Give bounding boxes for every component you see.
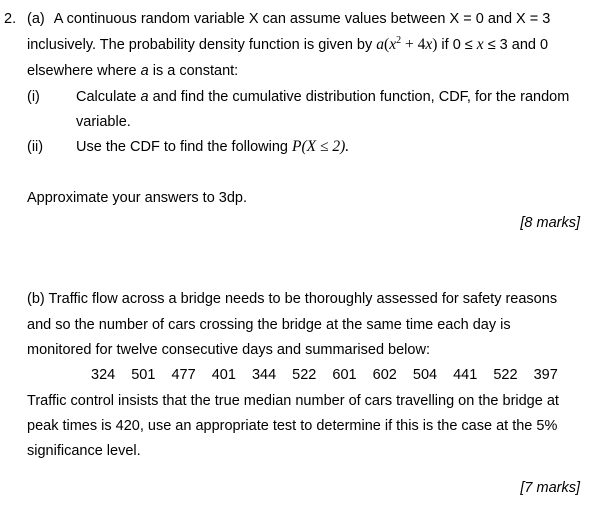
part-a-line-3 xyxy=(27,62,238,80)
approx-instruction: Approximate your answers to 3dp. xyxy=(27,190,248,206)
sub-i-line-1-pre: Calculate xyxy=(76,89,141,105)
sub-i-line-1-post: and find the cumulative distribution function, CDF, for the random xyxy=(148,89,570,105)
data-value: 477 xyxy=(171,367,196,383)
part-b-marks: [7 marks] xyxy=(520,480,580,496)
data-value: 504 xyxy=(412,367,438,383)
sub-ii-math xyxy=(292,138,349,155)
traffic-data-list xyxy=(91,366,570,384)
part-a-line-2-post: and 0 xyxy=(507,37,549,53)
part-b-line-4: Traffic control insists that the true median number of cars travelling on the bridge at xyxy=(27,393,559,409)
sub-ii-math-p: P xyxy=(292,138,302,155)
part-b-line-1: (b) Traffic flow across a bridge needs to be thoroughly assessed for safety reasons xyxy=(27,291,558,307)
part-b-line-2: and so the number of cars crossing the bridge at the same time each day is xyxy=(27,317,511,333)
pdf-x2: x xyxy=(425,36,433,53)
pdf-expression xyxy=(376,36,437,53)
part-a-line-2 xyxy=(27,36,548,54)
pdf-paren-close: ) xyxy=(432,36,438,53)
part-a-line-1 xyxy=(27,10,550,28)
pdf-plus: + 4 xyxy=(401,36,426,53)
sub-ii-line xyxy=(76,138,349,156)
data-value: 397 xyxy=(533,367,558,383)
pdf-paren-open: ( xyxy=(384,36,390,53)
sub-i-label: (i) xyxy=(27,89,40,105)
part-a-marks: [8 marks] xyxy=(520,215,580,231)
pdf-a: a xyxy=(376,36,385,53)
data-value: 344 xyxy=(251,367,277,383)
sub-i-line-1-a: a xyxy=(140,89,149,105)
part-b-line-3: monitored for twelve consecutive days and summarised below: xyxy=(27,342,430,358)
data-value: 602 xyxy=(372,367,397,383)
pdf-x3: x xyxy=(476,36,484,53)
sub-ii-math-rest: (X ≤ 2). xyxy=(301,138,350,155)
data-value: 441 xyxy=(453,367,478,383)
part-a-line-3-post: is a constant: xyxy=(148,63,239,79)
pdf-exponent: 2 xyxy=(396,35,402,46)
pdf-if: if 0 ≤ xyxy=(437,37,477,53)
sub-ii-text: Use the CDF to find the following xyxy=(76,139,292,155)
part-a-line-2-pre: inclusively. The probability density function is given by xyxy=(27,37,377,53)
pdf-x: x xyxy=(389,36,397,53)
data-value: 601 xyxy=(332,367,357,383)
pdf-le3: ≤ 3 xyxy=(483,37,508,53)
data-value: 324 xyxy=(91,367,116,383)
data-value: 401 xyxy=(211,367,236,383)
question-number xyxy=(4,10,16,28)
part-b-line-6: significance level. xyxy=(27,443,141,459)
data-value: 522 xyxy=(292,367,317,383)
sub-ii-label: (ii) xyxy=(27,139,44,155)
part-a-line-1-text: A continuous random variable X can assume values between X = 0 and X = 3 xyxy=(53,11,551,27)
data-value: 522 xyxy=(493,367,518,383)
data-value: 501 xyxy=(131,367,156,383)
sub-i-line-2: variable. xyxy=(76,114,131,130)
part-b-line-5: peak times is 420, use an appropriate test to determine if this is the case at the 5% xyxy=(27,418,558,434)
part-a-line-3-pre: elsewhere where xyxy=(27,63,141,79)
question-number-label: 2. xyxy=(4,11,17,27)
sub-i-line-1 xyxy=(76,88,569,106)
part-a-line-3-a: a xyxy=(140,63,149,79)
part-a-label: (a) xyxy=(27,11,45,27)
